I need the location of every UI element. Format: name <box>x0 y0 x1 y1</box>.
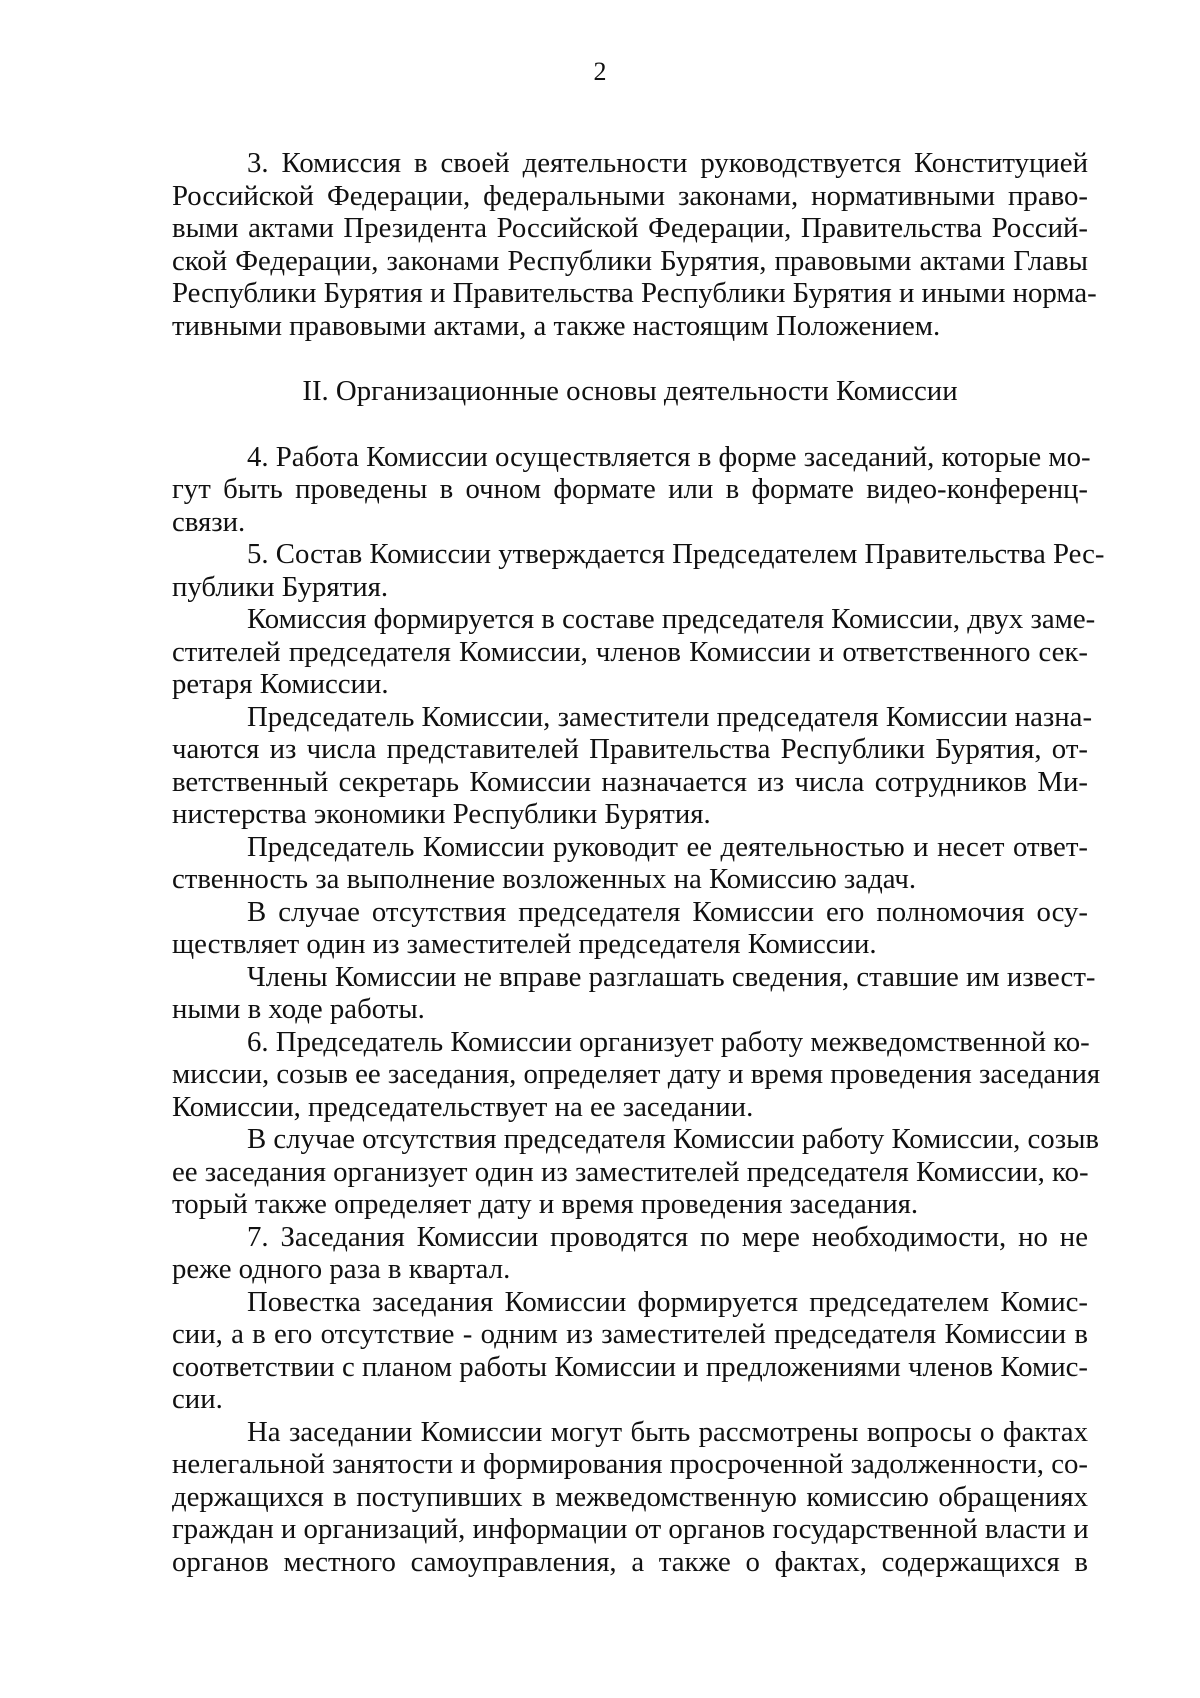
paragraph <box>172 896 1088 961</box>
text-line: граждан и организаций, информации от органов государственной власти и <box>172 1513 1089 1545</box>
text-line: 6. Председатель Комиссии организует работу межведомственной ко- <box>247 1025 1090 1058</box>
page-number: 2 <box>593 57 607 86</box>
paragraph <box>172 1286 1088 1416</box>
text-line: нелегальной занятости и формирования просроченной задолженности, со- <box>172 1448 1088 1480</box>
text-line: 3. Комиссия в своей деятельности руководствуется Конституцией <box>247 147 1088 179</box>
paragraph <box>172 1123 1100 1221</box>
text-line: На заседании Комиссии могут быть рассмотрены вопросы о фактах <box>247 1415 1088 1448</box>
text-line: органов местного самоуправления, а также о фактах, содержащихся в <box>172 1545 1088 1578</box>
paragraph <box>172 1221 1088 1286</box>
text-line: публики Бурятия. <box>172 570 389 603</box>
paragraph <box>172 147 1097 342</box>
text-line: стителей председателя Комиссии, членов Комиссии и ответственного сек- <box>172 635 1088 668</box>
paragraph <box>172 1416 1088 1579</box>
text-line: ретаря Комиссии. <box>172 668 389 700</box>
text-line: тивными правовыми актами, а также настоящим Положением. <box>172 309 941 342</box>
paragraph <box>172 440 1091 539</box>
text-line: Комиссия формируется в составе председателя Комиссии, двух заме- <box>247 603 1096 635</box>
text-line: держащихся в поступивших в межведомственную комиссию обращениях <box>172 1480 1088 1513</box>
text-line: Российской Федерации, федеральными законами, нормативными право- <box>172 179 1088 212</box>
text-line: гут быть проведены в очном формате или в формате видео-конференц- <box>172 473 1088 505</box>
text-line: ской Федерации, законами Республики Бурятия, правовыми актами Главы <box>172 244 1088 277</box>
text-line: Комиссии, председательствует на ее заседании. <box>172 1090 754 1123</box>
text-line: Республики Бурятия и Правительства Республики Бурятия и иными норма- <box>172 277 1097 309</box>
spacer <box>172 408 1088 441</box>
text-line: сии. <box>172 1383 223 1415</box>
paragraph <box>172 960 1096 1026</box>
text-line: Председатель Комиссии руководит ее деятельностью и несет ответ- <box>247 830 1088 863</box>
text-line: реже одного раза в квартал. <box>172 1253 511 1285</box>
text-line: ственность за выполнение возложенных на Комиссию задач. <box>172 863 917 895</box>
text-line: Председатель Комиссии, заместители председателя Комиссии назна- <box>247 700 1093 733</box>
document-body <box>172 147 1105 1578</box>
text-line: чаются из числа представителей Правительства Республики Бурятия, от- <box>172 733 1088 765</box>
paragraph <box>172 603 1096 701</box>
paragraph <box>172 831 1088 896</box>
text-line: соответствии с планом работы Комиссии и предложениями членов Комис- <box>172 1350 1088 1383</box>
text-line: ными в ходе работы. <box>172 993 425 1025</box>
text-line: торый также определяет дату и время проведения заседания. <box>172 1188 919 1220</box>
text-line: 7. Заседания Комиссии проводятся по мере необходимости, но не <box>247 1220 1088 1253</box>
text-line: ее заседания организует один из заместителей председателя Комиссии, ко- <box>172 1155 1089 1188</box>
text-line: 5. Состав Комиссии утверждается Председателем Правительства Рес- <box>247 538 1105 570</box>
text-line: нистерства экономики Республики Бурятия. <box>172 798 711 830</box>
paragraph <box>172 538 1105 603</box>
text-line: ветственный секретарь Комиссии назначается из числа сотрудников Ми- <box>172 765 1088 798</box>
text-line: миссии, созыв ее заседания, определяет дату и время проведения заседания <box>172 1058 1101 1090</box>
text-line: связи. <box>172 505 246 538</box>
text-line: В случае отсутствия председателя Комиссии работу Комиссии, созыв <box>247 1123 1100 1155</box>
text-line: 4. Работа Комиссии осуществляется в форме заседаний, которые мо- <box>247 440 1091 473</box>
text-line: ществляет один из заместителей председателя Комиссии. <box>172 928 877 960</box>
text-line: выми актами Президента Российской Федерации, Правительства Россий- <box>172 212 1088 244</box>
text-line: сии, а в его отсутствие - одним из заместителей председателя Комиссии в <box>172 1318 1088 1350</box>
paragraph <box>172 1025 1101 1124</box>
text-line: Повестка заседания Комиссии формируется председателем Комис- <box>247 1285 1088 1318</box>
paragraph <box>172 700 1093 831</box>
section-heading: II. Организационные основы деятельности Комиссии <box>302 375 958 407</box>
spacer <box>172 342 1088 375</box>
text-line: Члены Комиссии не вправе разглашать сведения, ставшие им извест- <box>247 960 1096 993</box>
text-line: В случае отсутствия председателя Комиссии его полномочия осу- <box>247 895 1088 928</box>
